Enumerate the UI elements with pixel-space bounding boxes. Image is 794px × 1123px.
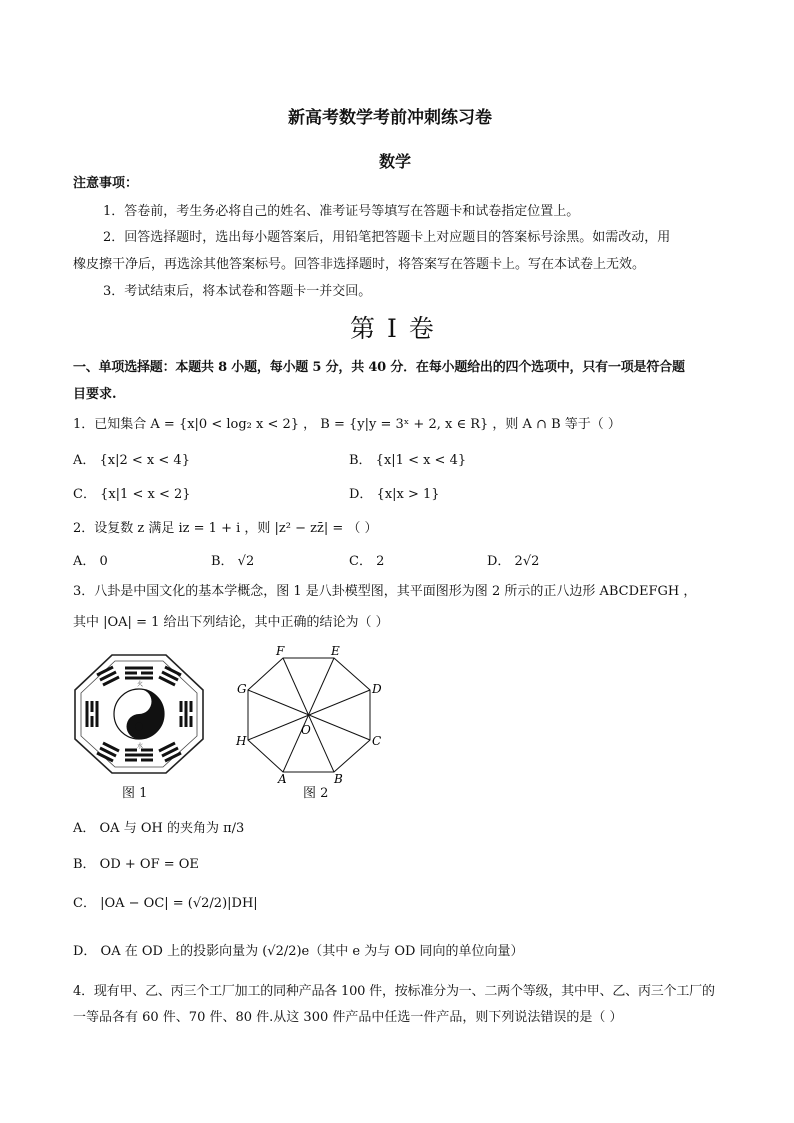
q1-option-c: C． {x|1 < x < 2} bbox=[73, 487, 191, 502]
q1-option-b: B． {x|1 < x < 4} bbox=[349, 453, 467, 468]
note-item: 3．考试结束后，将本试卷和答题卡一并交回。 bbox=[103, 284, 372, 299]
vertex-label-e: E bbox=[331, 644, 340, 658]
vertex-label-b: B bbox=[334, 772, 343, 784]
q1-option-d: D． {x|x > 1} bbox=[349, 487, 440, 502]
vertex-label-d: D bbox=[372, 682, 382, 696]
part1-heading-cont: 目要求. bbox=[73, 387, 117, 402]
notes-heading: 注意事项： bbox=[73, 176, 139, 191]
vertex-label-f: F bbox=[276, 644, 285, 658]
vertex-label-h: H bbox=[236, 734, 247, 748]
vertex-label-c: C bbox=[372, 734, 382, 748]
figure-2-caption: 图 2 bbox=[303, 786, 329, 801]
svg-text:水: 水 bbox=[137, 743, 144, 750]
note-item: 1．答卷前，考生务必将自己的姓名、准考证号等填写在答题卡和试卷指定位置上。 bbox=[103, 204, 580, 219]
part1-heading: 一、单项选择题：本题共 8 小题，每小题 5 分，共 40 分．在每小题给出的四个选项中，只有一项是符合题 bbox=[73, 360, 685, 375]
figure-1-caption: 图 1 bbox=[122, 786, 148, 801]
vertex-label-g: G bbox=[237, 682, 247, 696]
q2-option-a: A． 0 bbox=[73, 554, 108, 569]
q3-option-d: D． OA 在 OD 上的投影向量为 (√2/2)e（其中 e 为与 OD 同向的单位向量） bbox=[73, 944, 524, 959]
bagua-figure bbox=[73, 653, 205, 775]
q3-option-b: B． OD + OF = OE bbox=[73, 857, 199, 872]
section-title: 第 I 卷 bbox=[350, 314, 436, 343]
page-title: 新高考数学考前冲刺练习卷 bbox=[288, 108, 492, 128]
note-item: 2．回答选择题时，选出每小题答案后，用铅笔把答题卡上对应题目的答案标号涂黑。如需改动，用 bbox=[103, 230, 671, 245]
q3-stem-cont: 其中 |OA| = 1 给出下列结论，其中正确的结论为（ ） bbox=[73, 615, 389, 630]
center-label-o: O bbox=[301, 723, 311, 737]
subject-label: 数学 bbox=[379, 152, 412, 171]
svg-text:火: 火 bbox=[137, 681, 144, 688]
q4-stem-cont: 一等品各有 60 件、70 件、80 件.从这 300 件产品中任选一件产品，则下列说法错误的是（ ） bbox=[73, 1010, 623, 1025]
q2-option-d: D． 2√2 bbox=[487, 554, 540, 569]
q1-option-a: A． {x|2 < x < 4} bbox=[73, 453, 190, 468]
vertex-label-a: A bbox=[278, 772, 287, 784]
octagon-figure bbox=[234, 644, 382, 784]
q2-option-b: B． √2 bbox=[211, 554, 255, 569]
q3-option-a: A． OA 与 OH 的夹角为 π/3 bbox=[73, 821, 245, 836]
q2-option-c: C． 2 bbox=[349, 554, 385, 569]
q3-option-c: C． |OA − OC| = (√2/2)|DH| bbox=[73, 896, 258, 911]
q2-stem: 2．设复数 z 满足 iz = 1 + i ，则 |z² − zz̄| = （ ） bbox=[73, 521, 378, 536]
q3-stem: 3．八卦是中国文化的基本学概念，图 1 是八卦模型图，其平面图形为图 2 所示的正八边形 ABCDEFGH ， bbox=[73, 584, 697, 599]
q1-stem: 1．已知集合 A = {x|0 < log₂ x < 2} ， B = {y|y = 3ˣ + 2, x ∈ R} ，则 A ∩ B 等于（ ） bbox=[73, 417, 621, 432]
note-item: 橡皮擦干净后，再选涂其他答案标号。回答非选择题时，将答案写在答题卡上。写在本试卷上无效。 bbox=[73, 257, 646, 272]
q4-stem: 4．现有甲、乙、丙三个工厂加工的同种产品各 100 件，按标准分为一、二两个等级，其中甲、乙、丙三个工厂的 bbox=[73, 984, 715, 999]
